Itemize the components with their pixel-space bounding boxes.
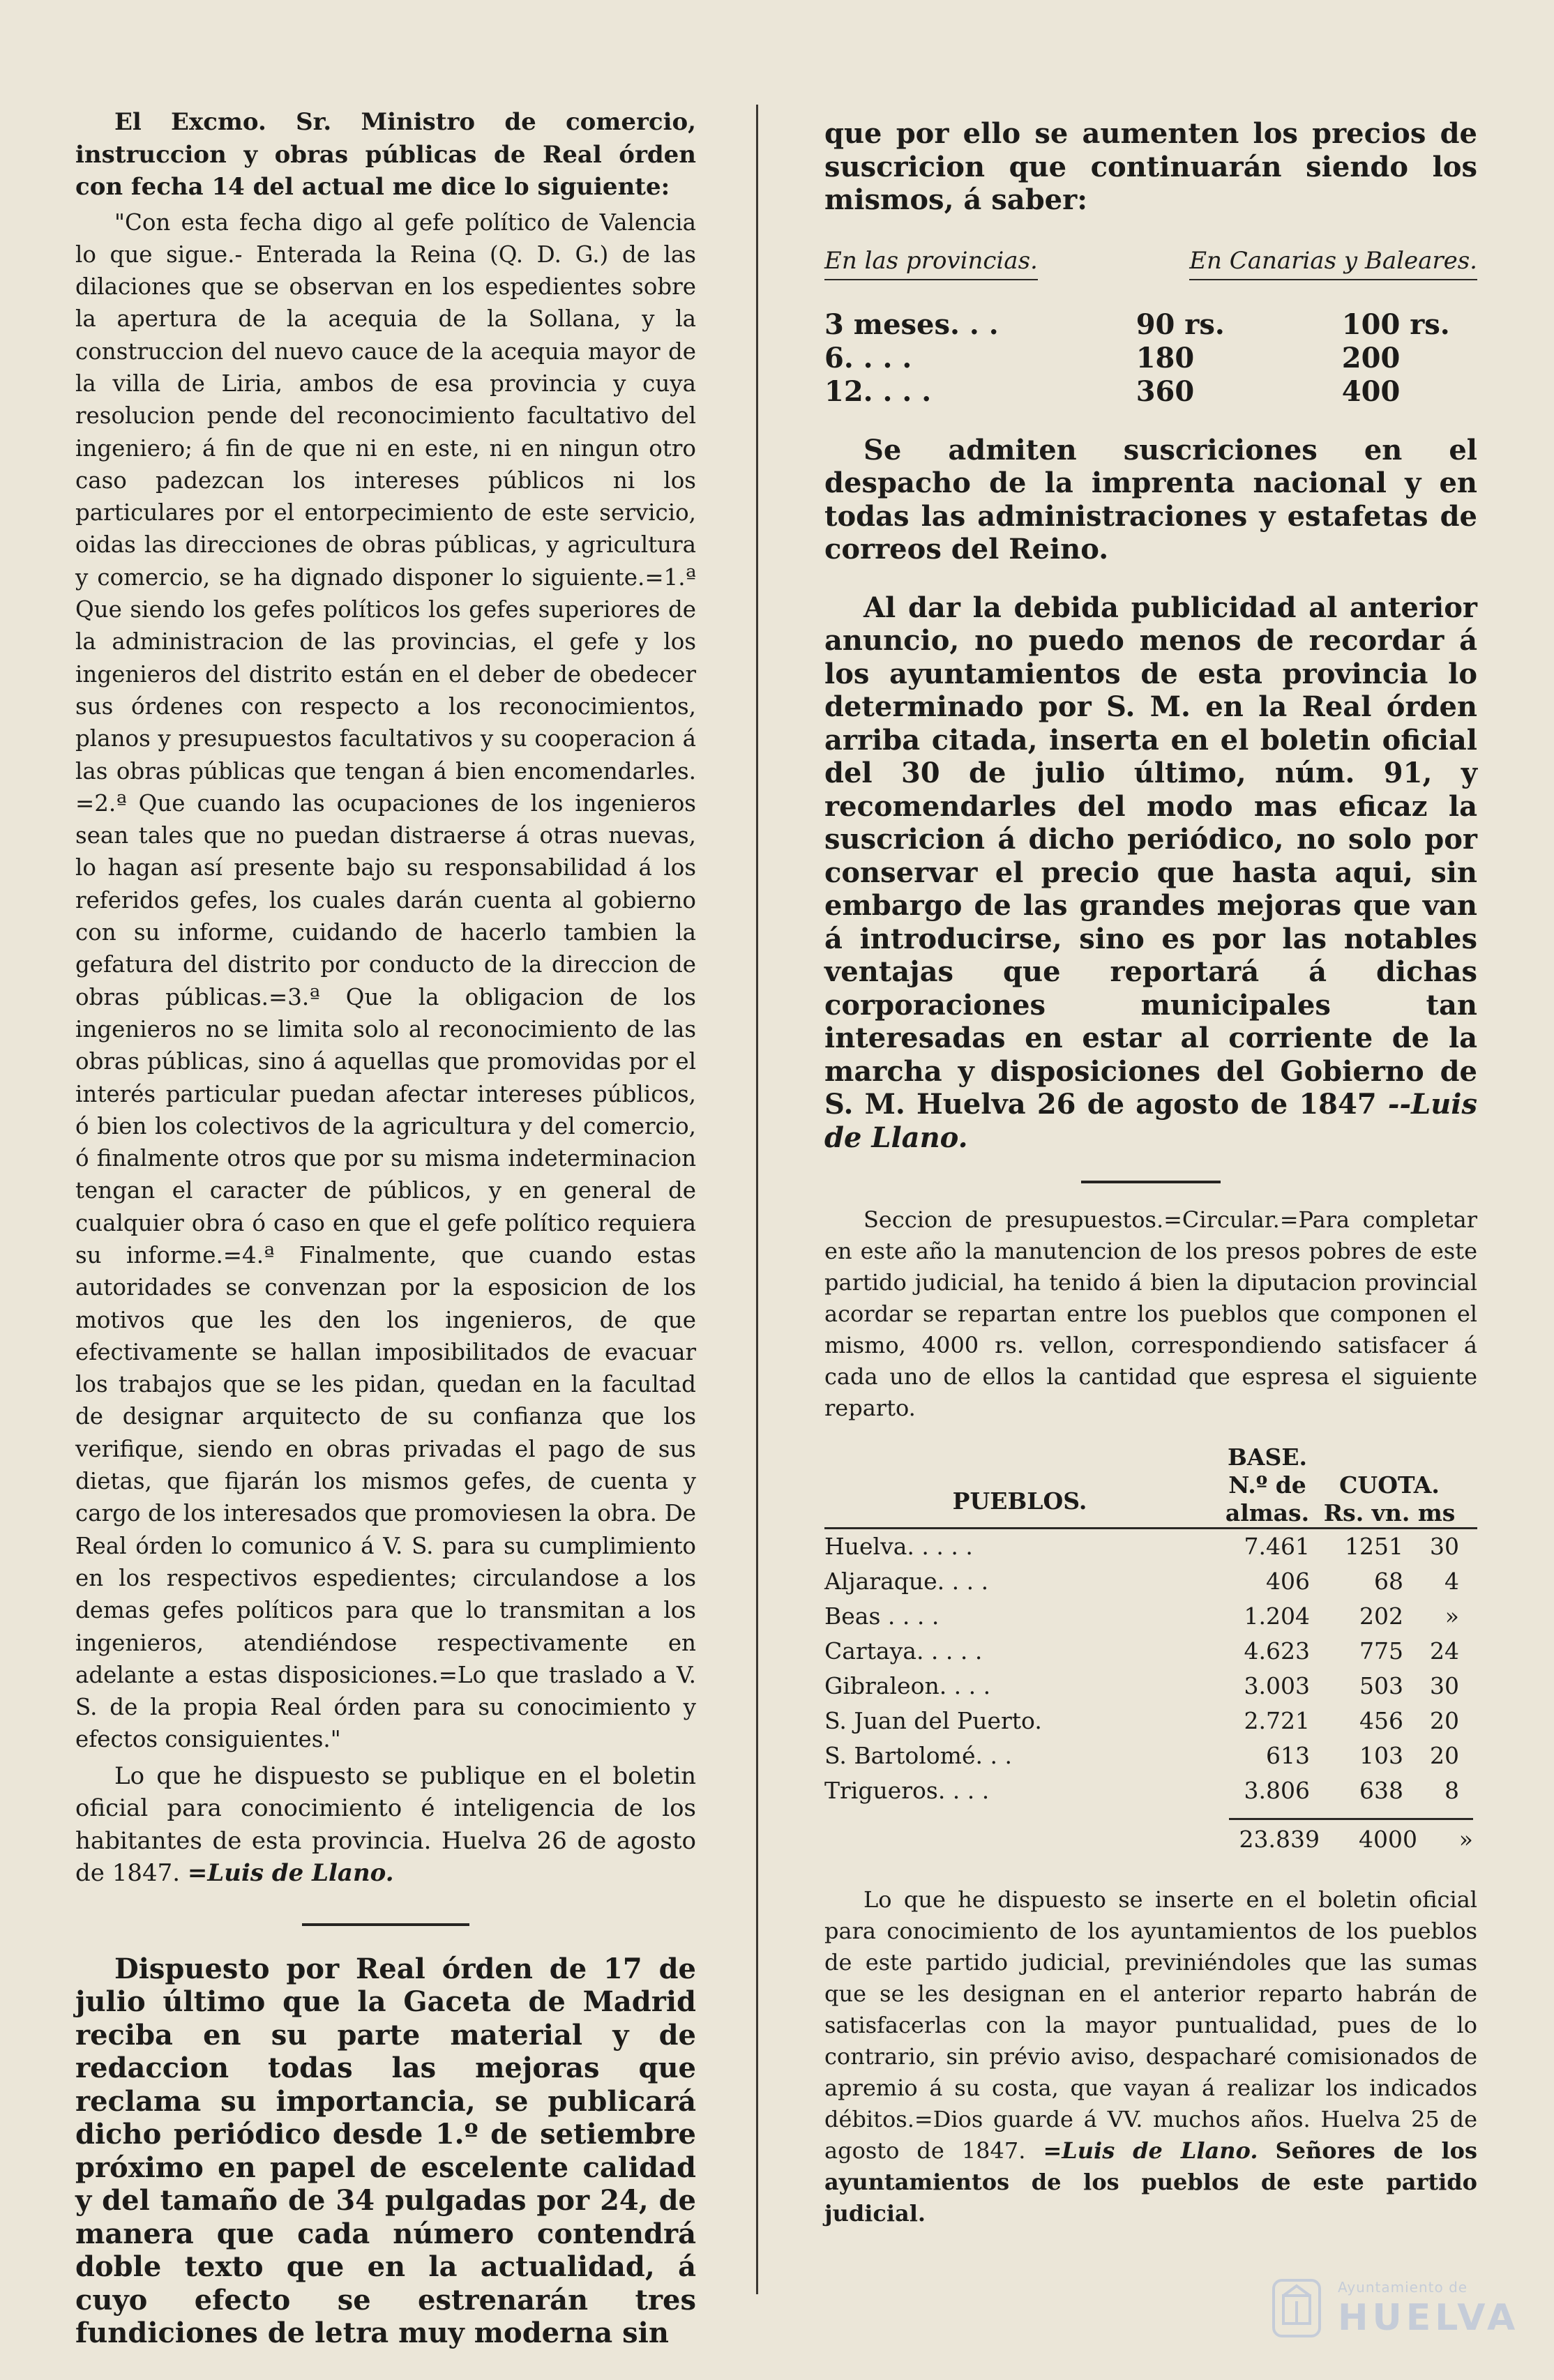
price-islands: 200 xyxy=(1341,341,1401,374)
price-islands: 400 xyxy=(1341,374,1401,408)
subscriptions-notice: Se admiten suscriciones en el despacho de la imprenta nacional y en todas las administraciones y estafetas de correos del Reino. xyxy=(824,433,1477,566)
closing-paragraph xyxy=(75,1760,696,1890)
cell-almas: 3.003 xyxy=(1244,1672,1310,1699)
cell-pueblo: Huelva. . . . . xyxy=(824,1533,973,1560)
price-provinces: 180 xyxy=(1136,341,1195,374)
final-signature: =Luis de Llano. xyxy=(1043,2137,1258,2164)
section-divider xyxy=(1081,1181,1221,1183)
price-row xyxy=(824,342,1477,375)
table-row xyxy=(824,1738,1477,1773)
price-period: 3 meses. . . xyxy=(824,308,999,341)
left-column xyxy=(75,106,696,2350)
cell-pueblo: S. Juan del Puerto. xyxy=(824,1707,1042,1734)
total-almas: 23.839 xyxy=(1239,1826,1320,1853)
cell-pueblo: Gibraleon. . . . xyxy=(824,1672,991,1699)
column-divider xyxy=(756,105,758,2294)
price-header-islands: En Canarias y Baleares. xyxy=(1189,245,1477,280)
cell-ms: 30 xyxy=(1430,1672,1459,1699)
cell-ms: 8 xyxy=(1444,1777,1459,1804)
publicity-text: Al dar la debida publicidad al anterior anuncio, no puedo menos de recordar á los ayuntamientos de esta provincia lo determinado por S. M. en la Real órden arriba citada, inserta en el boletin oficial del 30 de julio último, núm. 91, y recomendarles del modo mas eficaz la suscricion á dicho periódico, no solo por conservar el precio que hasta aqui, sin embargo de las grandes mejoras que van á introducirse, sino es por las notables ventajas que reportará á dichas corporaciones municipales tan interesadas en estar al corriente de la marcha y disposiciones del Gobierno de S. M. Huelva 26 de agosto de 1847 xyxy=(824,591,1477,1121)
royal-order-quote: "Con esta fecha digo al gefe político de Valencia lo que sigue.- Enterada la Reina (Q. D. G.) de las dilaciones que se observan en los espedientes sobre la apertura de la acequia de la Sollana, y la construccion del nuevo cauce de la acequia mayor de la villa de Liria, ambos de esa provincia y cuya resolucion pende del reconocimiento facultativo del ingeniero; á fin de que ni en este, ni en ningun otro caso padezcan los intereses públicos ni los particulares por el entorpecimiento de este servicio, oidas las direcciones de obras públicas, y agricultura y comercio, se ha dignado disponer lo siguiente.=1.ª Que siendo los gefes políticos los gefes superiores de la administracion de las provincias, el gefe y los ingenieros del distrito están en el deber de obedecer sus órdenes con respecto a los reconocimientos, planos y presupuestos facultativos y su cooperacion á las obras públicas que tengan á bien encomendarles. =2.ª Que cuando las ocupaciones de los ingenieros sean tales que no puedan distraerse á otras nuevas, lo hagan así presente bajo su responsabilidad á los referidos gefes, los cuales darán cuenta al gobierno con su informe, cuidando de hacerlo tambien la gefatura del distrito por conducto de la direccion de obras públicas.=3.ª Que la obligacion de los ingenieros no se limita solo al reconocimiento de las obras públicas, sino á aquellas que promovidas por el interés particular puedan afectar intereses públicos, ó bien los colectivos de la agricultura y del comercio, ó finalmente otros que por su misma indeterminacion tengan el caracter de públicos, y en general de cualquier obra ó caso en que el gefe político requiera su informe.=4.ª Finalmente, que cuando estas autoridades se convenzan por la esposicion de los motivos que les den los ingenieros, de que efectivamente se hallan imposibilitados de evacuar los trabajos que se les pidan, quedan en la facultad de designar arquitecto de su confianza que los verifique, siendo en obras privadas el pago de sus dietas, que fijarán los mismos gefes, de cuenta y cargo de los interesados que promoviesen la obra. De Real órden lo comunico á V. S. para su cumplimiento en los respectivos espedientes; circulandose a los demas gefes políticos para que lo transmitan a los ingenieros, atendiéndose respectivamente en adelante a estas disposiciones.=Lo que traslado a V. S. de la propia Real órden para su conocimiento y efectos consiguientes." xyxy=(75,209,696,1753)
cell-pueblo: Cartaya. . . . . xyxy=(824,1637,983,1665)
cell-almas: 4.623 xyxy=(1244,1637,1310,1665)
watermark-big-text: HUELVA xyxy=(1338,2297,1520,2339)
table-header xyxy=(824,1430,1477,1529)
header-almas-group xyxy=(1215,1443,1320,1527)
gaceta-announcement: Dispuesto por Real órden de 17 de julio último que la Gaceta de Madrid reciba en su parte material y de redaccion todas las mejoras que reclama su importancia, se publicará dicho periódico desde 1.º de setiembre próximo en papel de escelente calidad y del tamaño de 34 pulgadas por 24, de manera que cada número contendrá doble texto que en la actualidad, á cuyo efecto se estrenarán tres fundiciones de letra muy moderna sin xyxy=(75,1952,696,2350)
cell-pueblo: Beas . . . . xyxy=(824,1602,940,1630)
table-row xyxy=(824,1634,1477,1669)
price-table xyxy=(824,308,1477,409)
cell-pueblo: S. Bartolomé. . . xyxy=(824,1742,1012,1769)
table-row xyxy=(824,1669,1477,1704)
total-ms: » xyxy=(1458,1826,1473,1853)
closing-signature: =Luis de Llano. xyxy=(187,1859,394,1888)
cell-almas: 2.721 xyxy=(1244,1707,1310,1734)
header-pueblos: PUEBLOS. xyxy=(952,1487,1087,1515)
price-headers xyxy=(824,245,1477,280)
header-almas: N.º de almas. xyxy=(1225,1471,1310,1526)
price-islands: 100 rs. xyxy=(1341,308,1450,341)
publicity-signature: --Luis de Llano. xyxy=(824,1088,1477,1154)
cell-ms: 20 xyxy=(1430,1707,1459,1734)
publicity-paragraph xyxy=(824,591,1477,1155)
table-row xyxy=(824,1704,1477,1738)
cell-almas: 613 xyxy=(1266,1742,1310,1769)
cell-rs: 68 xyxy=(1374,1568,1403,1595)
ministry-intro: El Excmo. Sr. Ministro de comercio, instruccion y obras públicas de Real órden con fecha 14 del actual me dice lo siguiente: xyxy=(75,108,696,201)
final-text: Lo que he dispuesto se inserte en el boletin oficial para conocimiento de los ayuntamientos de los pueblos de este partido judicial, previniéndoles que las sumas que se les designan en el anterior reparto habrán de satisfacerlas con la mayor puntualidad, pues de lo contrario, sin prévio aviso, despacharé comisionados de apremio á su costa, que vayan á realizar los indicados débitos.=Dios guarde á VV. muchos años. Huelva 25 de agosto de 1847. xyxy=(824,1886,1477,2164)
price-period: 6. . . . xyxy=(824,341,912,374)
cell-rs: 638 xyxy=(1359,1777,1403,1804)
cell-ms: » xyxy=(1444,1602,1459,1630)
cell-rs: 456 xyxy=(1359,1707,1403,1734)
section-divider xyxy=(302,1923,469,1926)
table-row xyxy=(824,1529,1477,1564)
cell-almas: 1.204 xyxy=(1244,1602,1310,1630)
cell-almas: 406 xyxy=(1266,1568,1310,1595)
cell-rs: 775 xyxy=(1359,1637,1403,1665)
cell-almas: 7.461 xyxy=(1244,1533,1310,1560)
final-paragraph xyxy=(824,1884,1477,2229)
header-cuota: CUOTA. xyxy=(1339,1471,1440,1499)
price-row xyxy=(824,375,1477,409)
coat-of-arms-icon xyxy=(1271,2277,1322,2339)
cell-pueblo: Trigueros. . . . xyxy=(824,1777,990,1804)
budget-circular: Seccion de presupuestos.=Circular.=Para completar en este año la manutencion de los presos pobres de este partido judicial, ha tenido á bien la diputacion provincial acordar se repartan entre los pueblos que componen el mismo, 4000 rs. vellon, correspondiendo satisfacer á cada uno de ellos la cantidad que espresa el siguiente reparto. xyxy=(824,1206,1477,1421)
announcement-continuation: que por ello se aumenten los precios de suscricion que continuarán siendo los mismos, á saber: xyxy=(824,117,1477,216)
archive-watermark xyxy=(1271,2272,1520,2349)
price-provinces: 360 xyxy=(1136,374,1195,408)
header-base: BASE. xyxy=(1228,1443,1307,1471)
cell-ms: 20 xyxy=(1430,1742,1459,1769)
distribution-table xyxy=(824,1430,1477,1859)
cell-rs: 103 xyxy=(1359,1742,1403,1769)
cell-rs: 1251 xyxy=(1345,1533,1403,1560)
final-addressees: Señores de los ayuntamientos de los pueblos de este partido judicial. xyxy=(824,2137,1478,2227)
right-column xyxy=(824,117,1477,2229)
price-provinces: 90 rs. xyxy=(1136,308,1225,341)
closing-text: Lo que he dispuesto se publique en el boletin oficial para conocimiento é inteligencia de los habitantes de esta provincia. Huelva 26 de agosto de 1847. xyxy=(75,1761,696,1888)
cell-rs: 503 xyxy=(1359,1672,1403,1699)
header-cuota-group xyxy=(1320,1471,1459,1527)
cell-ms: 24 xyxy=(1430,1637,1459,1665)
header-rsvn: Rs. vn. ms xyxy=(1323,1499,1456,1526)
cell-ms: 4 xyxy=(1444,1568,1459,1595)
table-row xyxy=(824,1564,1477,1599)
table-total-row xyxy=(1229,1818,1473,1859)
price-period: 12. . . . xyxy=(824,374,932,408)
cell-almas: 3.806 xyxy=(1244,1777,1310,1804)
total-rs: 4000 xyxy=(1359,1826,1417,1853)
cell-pueblo: Aljaraque. . . . xyxy=(824,1568,989,1595)
watermark-small-text: Ayuntamiento de xyxy=(1338,2279,1468,2296)
table-row xyxy=(824,1773,1477,1808)
cell-rs: 202 xyxy=(1359,1602,1403,1630)
price-row xyxy=(824,308,1477,342)
price-header-provinces: En las provincias. xyxy=(824,245,1038,280)
table-row xyxy=(824,1599,1477,1634)
cell-ms: 30 xyxy=(1430,1533,1459,1560)
